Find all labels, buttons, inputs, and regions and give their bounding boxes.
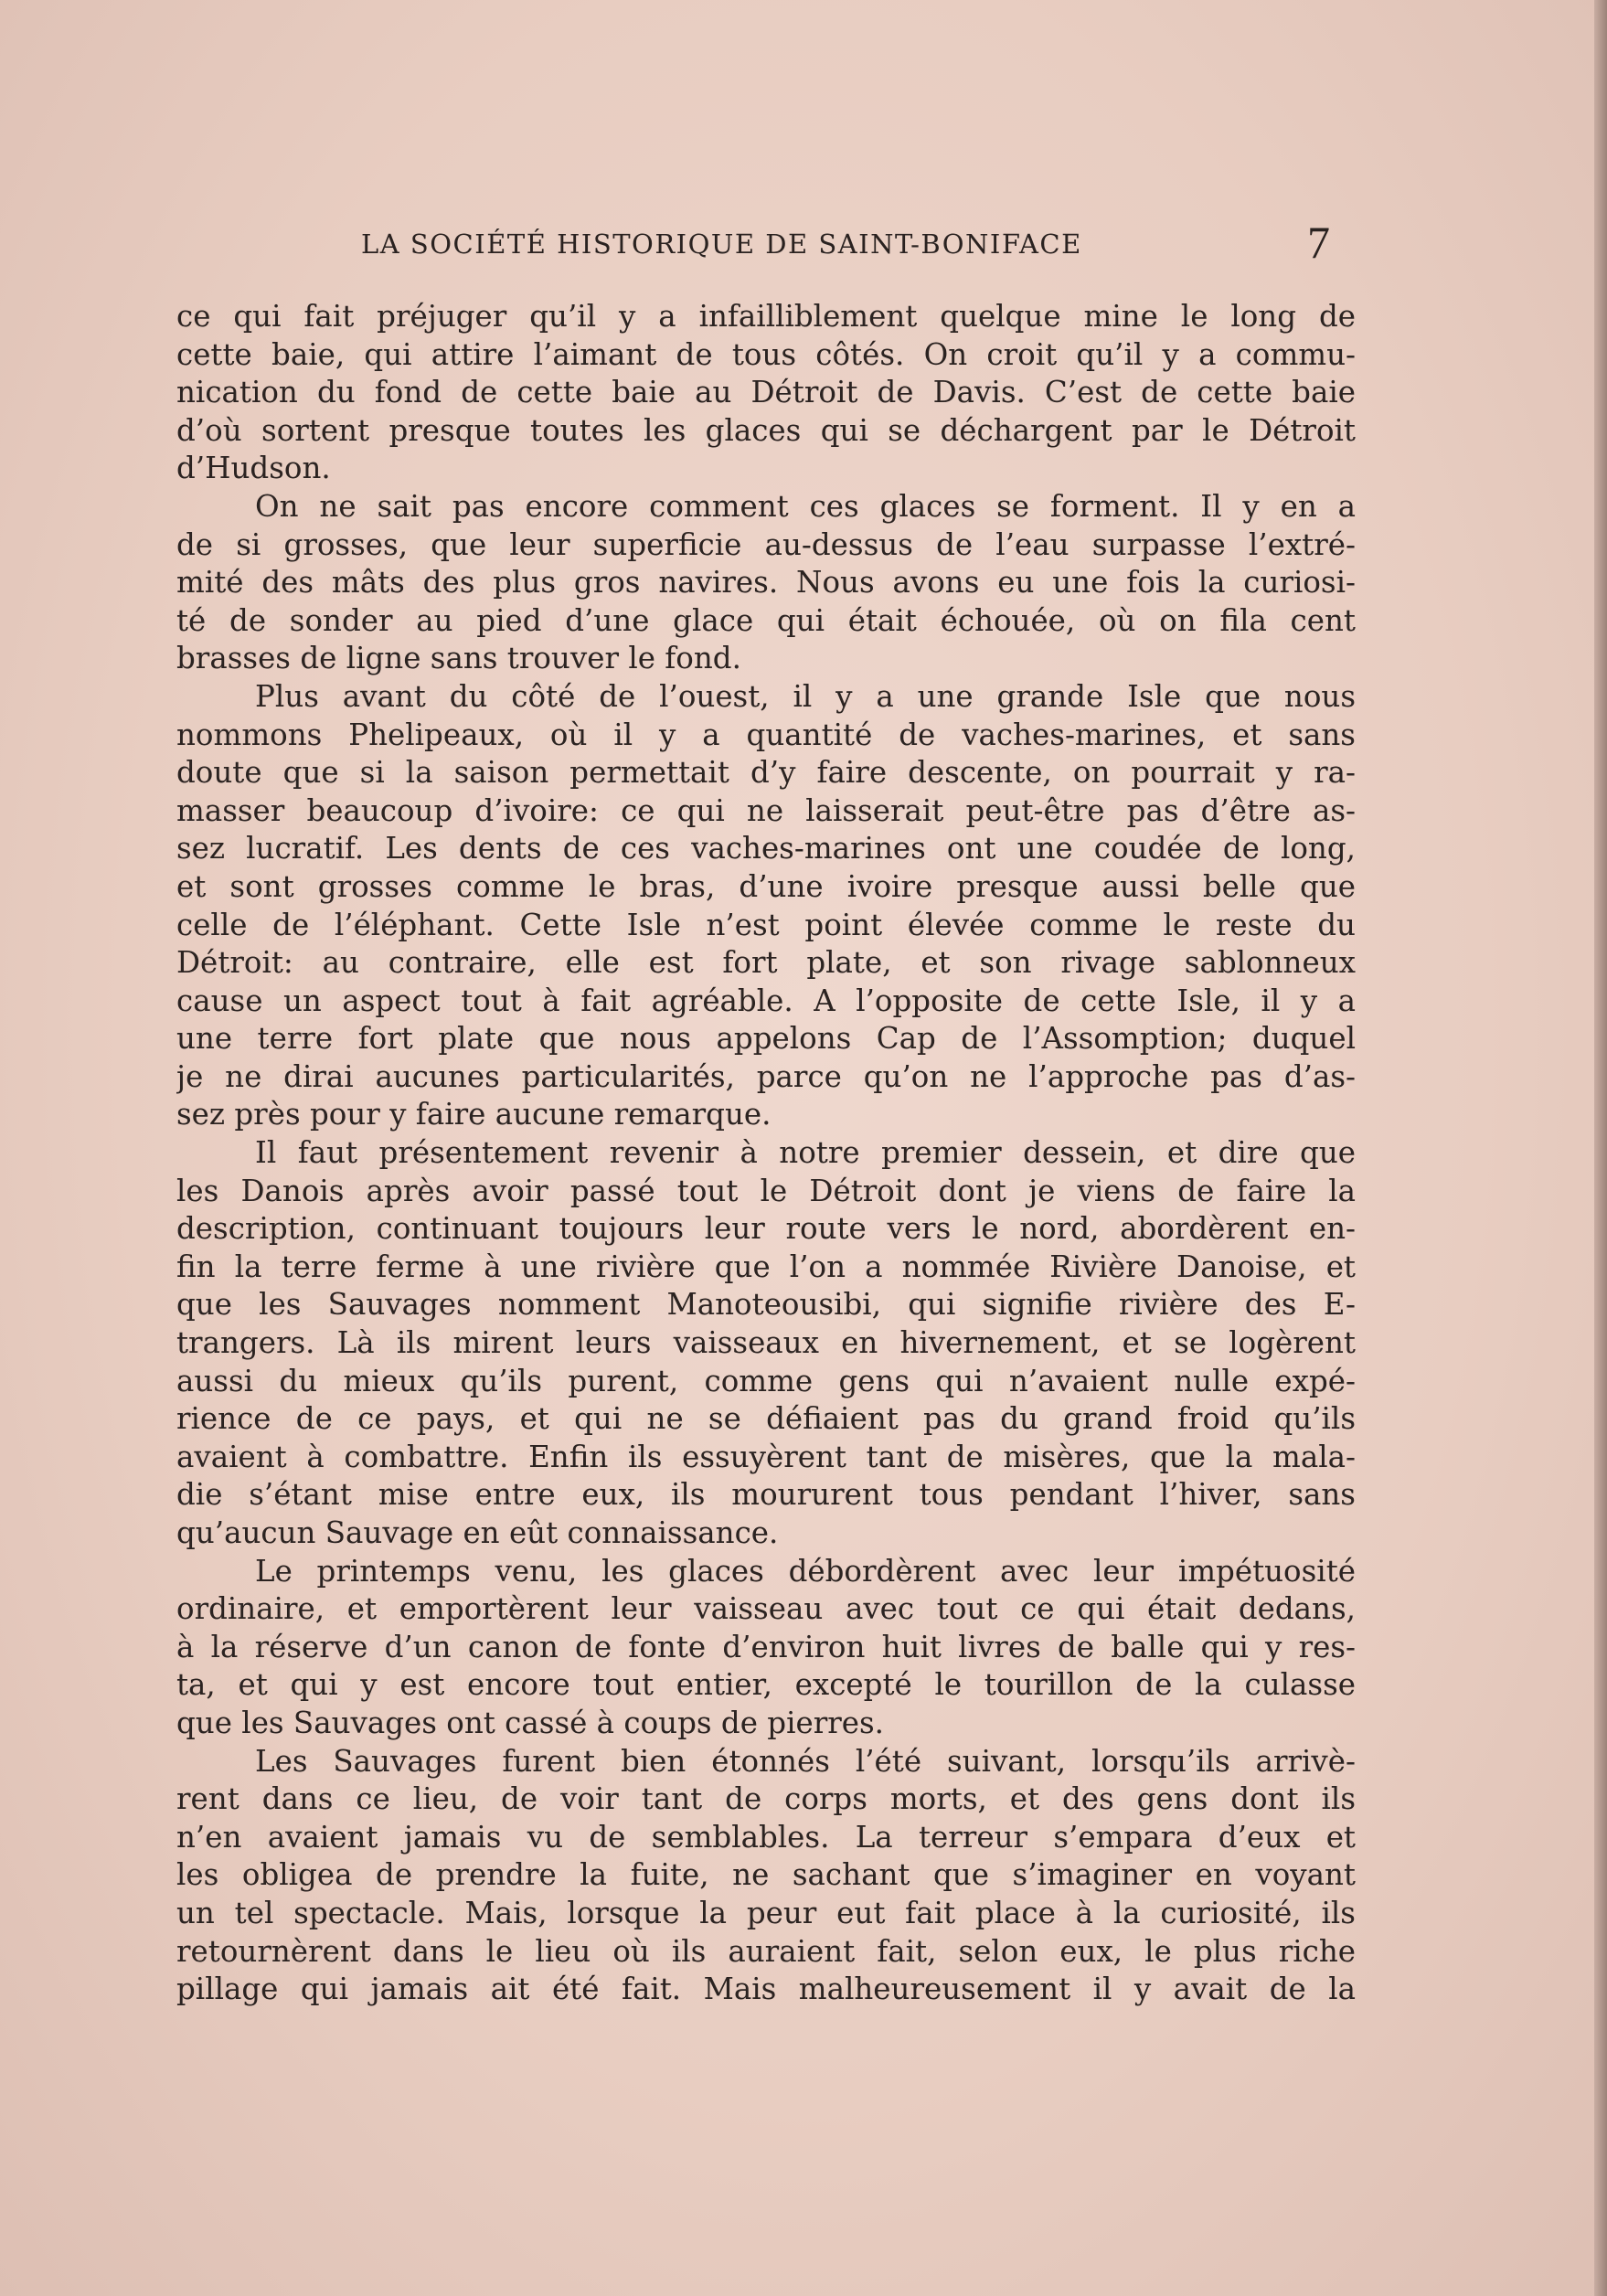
text-line: pillage qui jamais ait été fait. Mais malheureusement il y avait de la bbox=[176, 1972, 1356, 2007]
text-line: d’où sortent presque toutes les glaces qui se déchargent par le Détroit bbox=[176, 412, 1356, 448]
text-line: Détroit: au contraire, elle est fort plate, et son rivage sablonneux bbox=[176, 945, 1356, 981]
text-line: celle de l’éléphant. Cette Isle n’est point élevée comme le reste du bbox=[176, 907, 1356, 942]
text-line: d’Hudson. bbox=[176, 451, 331, 486]
text-line: brasses de ligne sans trouver le fond. bbox=[176, 641, 741, 676]
page-header bbox=[174, 216, 1362, 271]
text-line: On ne sait pas encore comment ces glaces se forment. Il y en a bbox=[255, 488, 1356, 524]
text-line: fin la terre ferme à une rivière que l’on a nommée Rivière Danoise, et bbox=[176, 1249, 1356, 1284]
text-line: n’en avaient jamais vu de semblables. La terreur s’empara d’eux et bbox=[176, 1819, 1356, 1855]
text-line: qu’aucun Sauvage en eût connaissance. bbox=[176, 1515, 779, 1550]
text-line: aussi du mieux qu’ils purent, comme gens qui n’avaient nulle expé- bbox=[176, 1363, 1356, 1398]
text-line: masser beaucoup d’ivoire: ce qui ne laisserait peut-être pas d’être as- bbox=[176, 792, 1356, 828]
text-line: à la réserve d’un canon de fonte d’environ huit livres de balle qui y res- bbox=[176, 1629, 1356, 1664]
text-line: té de sonder au pied d’une glace qui était échouée, où on fila cent bbox=[176, 602, 1356, 638]
text-line: Plus avant du côté de l’ouest, il y a une grande Isle que nous bbox=[255, 678, 1356, 714]
text-line: Il faut présentement revenir à notre premier dessein, et dire que bbox=[255, 1135, 1356, 1171]
text-line: et sont grosses comme le bras, d’une ivoire presque aussi belle que bbox=[176, 868, 1356, 904]
text-line: rent dans ce lieu, de voir tant de corps morts, et des gens dont ils bbox=[176, 1781, 1356, 1817]
text-line: sez près pour y faire aucune remarque. bbox=[176, 1097, 772, 1132]
text-line: les Danois après avoir passé tout le Détroit dont je viens de faire la bbox=[176, 1173, 1356, 1208]
text-line: Le printemps venu, les glaces débordèrent avec leur impétuosité bbox=[255, 1553, 1356, 1589]
text-line: de si grosses, que leur superficie au-dessus de l’eau surpasse l’extré- bbox=[176, 526, 1356, 562]
text-line: les obligea de prendre la fuite, ne sachant que s’imaginer en voyant bbox=[176, 1857, 1356, 1893]
text-line: un tel spectacle. Mais, lorsque la peur eut fait place à la curiosité, ils bbox=[176, 1895, 1356, 1930]
text-line: nication du fond de cette baie au Détroit de Davis. C’est de cette baie bbox=[176, 375, 1356, 410]
text-line: trangers. Là ils mirent leurs vaisseaux en hivernement, et se logèrent bbox=[176, 1325, 1356, 1361]
text-line: avaient à combattre. Enfin ils essuyèrent tant de misères, que la mala- bbox=[176, 1439, 1356, 1474]
text-line: ce qui fait préjuger qu’il y a infailliblement quelque mine le long de bbox=[176, 299, 1356, 334]
running-head: LA SOCIÉTÉ HISTORIQUE DE SAINT-BONIFACE bbox=[361, 229, 1082, 260]
text-line: cette baie, qui attire l’aimant de tous côtés. On croit qu’il y a commu- bbox=[176, 336, 1356, 372]
text-line: die s’étant mise entre eux, ils moururent tous pendant l’hiver, sans bbox=[176, 1477, 1356, 1513]
text-line: ordinaire, et emportèrent leur vaisseau avec tout ce qui était dedans, bbox=[176, 1591, 1356, 1627]
text-line: cause un aspect tout à fait agréable. A l’opposite de cette Isle, il y a bbox=[176, 983, 1356, 1018]
text-line: je ne dirai aucunes particularités, parce qu’on ne l’approche pas d’as- bbox=[176, 1058, 1356, 1094]
text-line: sez lucratif. Les dents de ces vaches-marines ont une coudée de long, bbox=[176, 831, 1356, 866]
text-line: nommons Phelipeaux, où il y a quantité de vaches-marines, et sans bbox=[176, 717, 1356, 752]
text-line: rience de ce pays, et qui ne se défiaient pas du grand froid qu’ils bbox=[176, 1401, 1356, 1437]
text-line: description, continuant toujours leur route vers le nord, abordèrent en- bbox=[176, 1211, 1356, 1247]
page-edge bbox=[1594, 0, 1607, 2296]
body-text bbox=[176, 298, 1356, 2009]
text-line: que les Sauvages ont cassé à coups de pierres. bbox=[176, 1705, 885, 1740]
page-number: 7 bbox=[1307, 217, 1330, 268]
text-line: Les Sauvages furent bien étonnés l’été suivant, lorsqu’ils arrivè- bbox=[255, 1743, 1356, 1779]
text-line: doute que si la saison permettait d’y faire descente, on pourrait y ra- bbox=[176, 755, 1356, 791]
text-line: retournèrent dans le lieu où ils auraient fait, selon eux, le plus riche bbox=[176, 1933, 1356, 1969]
text-line: que les Sauvages nomment Manoteousibi, qui signifie rivière des E- bbox=[176, 1287, 1356, 1323]
text-line: mité des mâts des plus gros navires. Nous avons eu une fois la curiosi- bbox=[176, 565, 1356, 601]
text-line: une terre fort plate que nous appelons Cap de l’Assomption; duquel bbox=[176, 1021, 1356, 1057]
text-line: ta, et qui y est encore tout entier, excepté le tourillon de la culasse bbox=[176, 1667, 1356, 1703]
